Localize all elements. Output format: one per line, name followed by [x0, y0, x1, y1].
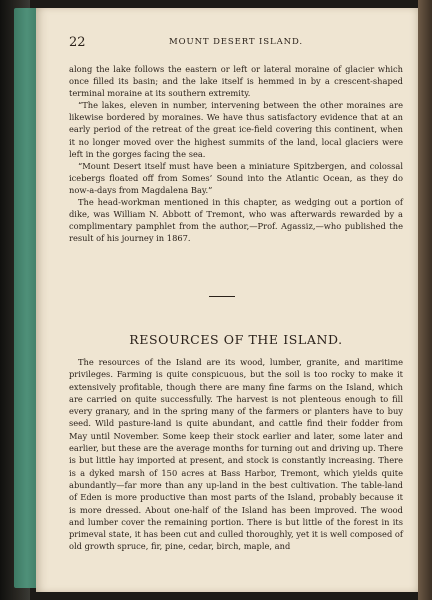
- book-page: [36, 8, 418, 592]
- paragraph-spitzbergen: “Mount Desert itself must have been a miniature Spitzbergen, and colossal icebergs floated off from Somes’ Sound into the Atlantic Ocean, as they do now-a-days from Magdalena Bay.”: [69, 160, 403, 195]
- page-edge-shadow: [418, 0, 432, 600]
- paragraph-resources: The resources of the Island are its wood, lumber, granite, and maritime privileges. Farming is quite conspicuous, but the soil is too rocky to make it extensively profitable, though there are many fine farms on the Island, which are carried on quite successfully. The harvest is not plenteous enough to fill every granary, and in the spring many of the farmers or planters have to buy seed. Wild pasture-land is quite abundant, and cattle find their fodder from May until November. Some keep their stock earlier and later, some later and earlier, but these are the average months for turning out and driving up. There is but little hay imported at present, and stock is constantly increasing. There is a dyked marsh of 150 acres at Bass Harbor, Tremont, which yields quite abundantly—far more than any up-land in the best cultivation. The table-land of Eden is more productive than most parts of the Island, probably because it is more dressed. About one-half of the Island has been improved. The wood and lumber cover the remaining portion. There is but little of the forest in its primeval state, it has been cut and culled thoroughly, yet it is well composed of old growth spruce, fir, pine, cedar, birch, maple, and: [69, 357, 403, 552]
- page-header: [69, 35, 403, 51]
- section-divider: [209, 296, 235, 297]
- page-number: 22: [69, 35, 86, 50]
- section-body: [69, 356, 403, 553]
- paragraph-lakes: “The lakes, eleven in number, intervening between the other moraines are likewise bordered by moraines. We have thus satisfactory evidence that at an early period of the retreat of the great ice-field covering this continent, when it no longer moved over the highest summits of the land, local glaciers were left in the gorges facing the sea.: [69, 100, 403, 159]
- body-text: [69, 63, 403, 244]
- running-head: MOUNT DESERT ISLAND.: [169, 37, 303, 47]
- paragraph-moraine: along the lake follows the eastern or left or lateral moraine of glacier which once filled its basin; and the lake itself is hemmed in by a crescent-shaped terminal moraine at its southern extremity.: [69, 64, 403, 99]
- paragraph-head-workman: The head-workman mentioned in this chapter, as wedging out a portion of dike, was William N. Abbott of Tremont, who was afterwards rewarded by a complimentary pamphlet from the author,—Prof. Agassiz,—who published the result of his journey in 1867.: [69, 197, 403, 244]
- section-heading: RESOURCES OF THE ISLAND.: [129, 332, 343, 347]
